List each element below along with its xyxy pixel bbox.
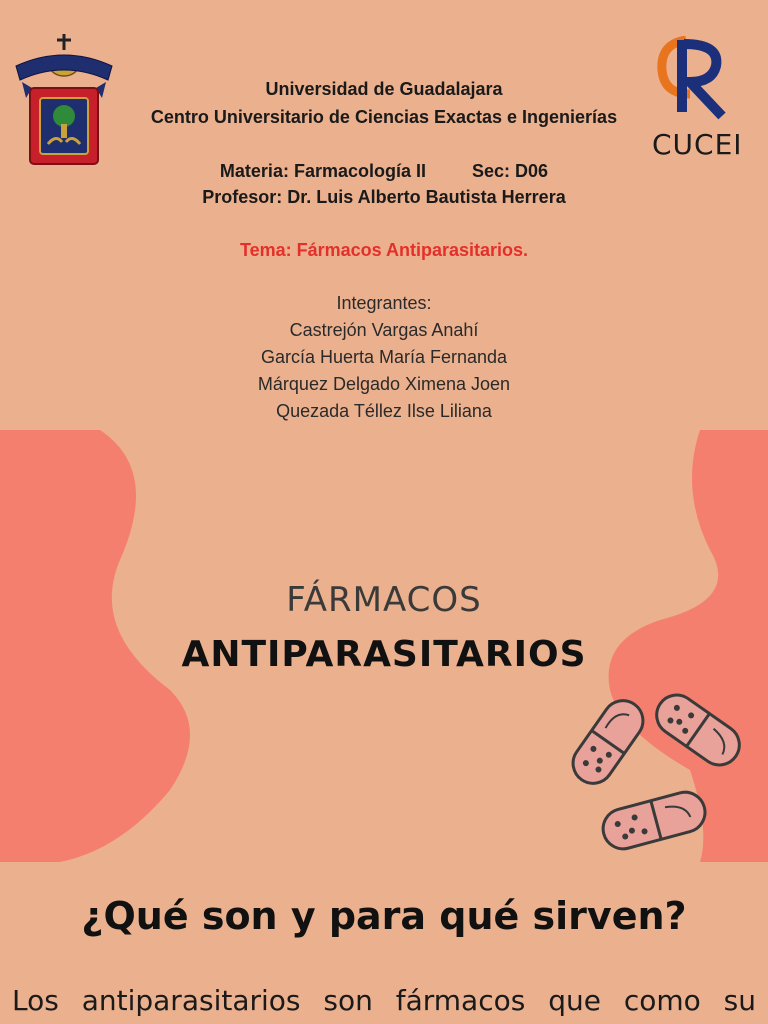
section-body-text: Los antiparasitarios son fármacos que como su bbox=[12, 984, 756, 1017]
subject: Materia: Farmacología II bbox=[219, 161, 426, 181]
cover-title-line2: ANTIPARASITARIOS bbox=[181, 634, 587, 675]
topic: Tema: Fármacos Antiparasitarios. bbox=[239, 240, 529, 260]
university-center: Centro Universitario de Ciencias Exactas e Ingenierías bbox=[150, 107, 618, 127]
members-label: Integrantes: bbox=[336, 293, 432, 313]
section-code: Sec: D06 bbox=[472, 161, 549, 181]
member-name: García Huerta María Fernanda bbox=[260, 347, 508, 367]
cucei-logo-text: CUCEI bbox=[652, 128, 743, 161]
members-list bbox=[0, 290, 768, 425]
capsules-illustration bbox=[560, 680, 760, 860]
member-name: Castrejón Vargas Anahí bbox=[289, 320, 479, 340]
section-heading: ¿Qué son y para qué sirven? bbox=[81, 894, 687, 938]
university-seal-logo bbox=[12, 30, 116, 170]
member-name: Márquez Delgado Ximena Joen bbox=[257, 374, 511, 394]
member-name: Quezada Téllez Ilse Liliana bbox=[276, 401, 492, 421]
university-name: Universidad de Guadalajara bbox=[265, 79, 503, 99]
cover-title-line1: FÁRMACOS bbox=[286, 580, 482, 620]
professor: Profesor: Dr. Luis Alberto Bautista Herrera bbox=[202, 187, 566, 207]
subject-line bbox=[0, 160, 768, 182]
